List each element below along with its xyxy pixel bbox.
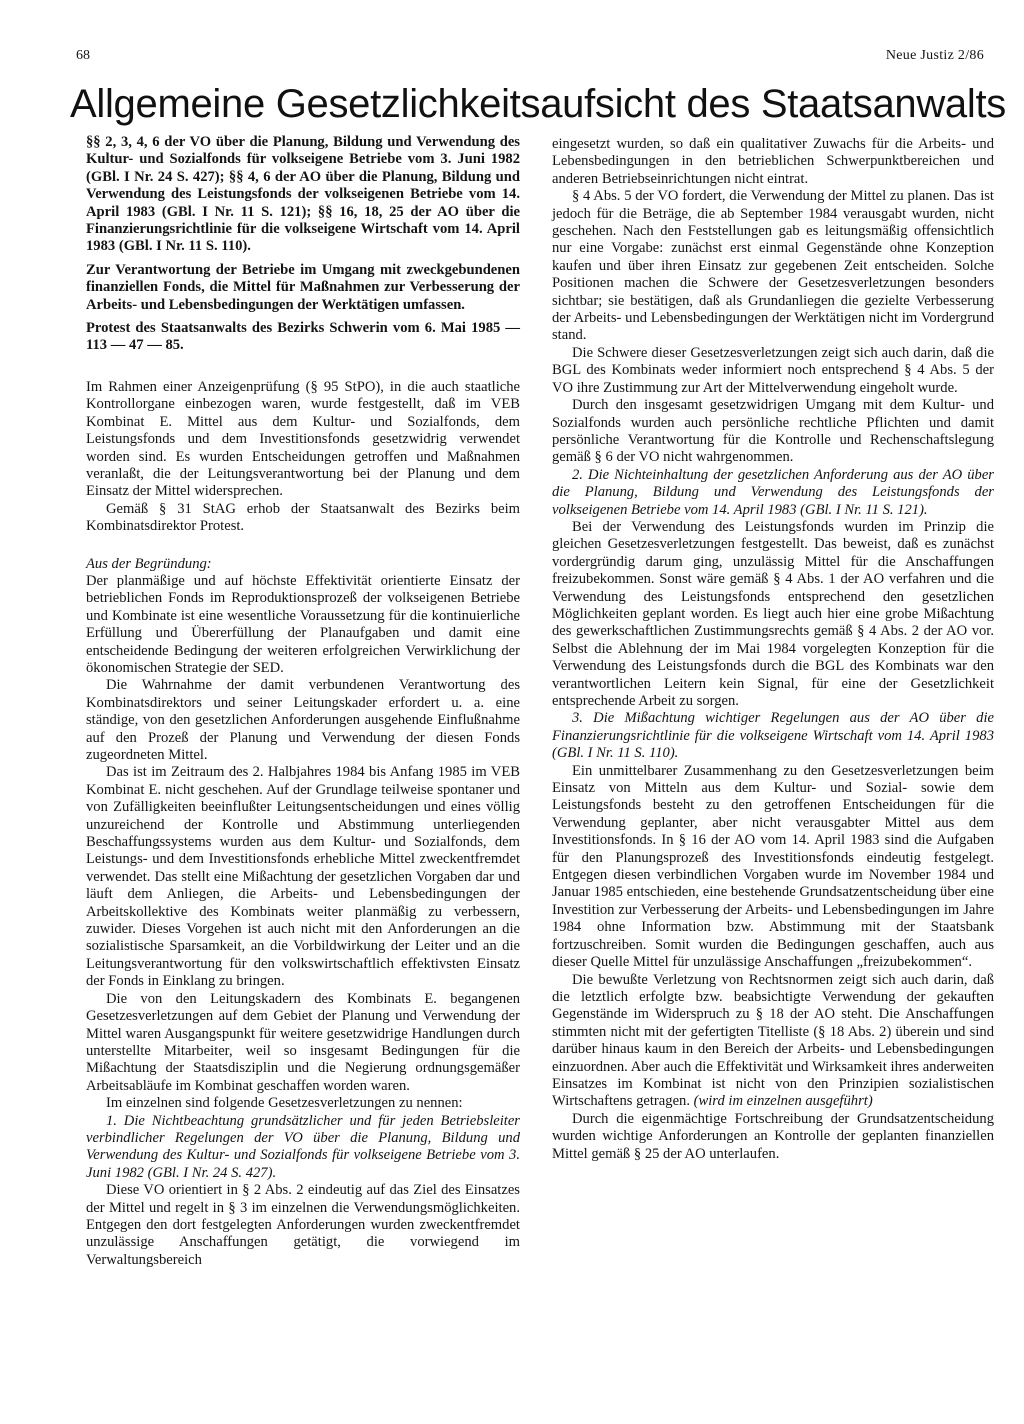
- paragraph: Im Rahmen einer Anzeigenprüfung (§ 95 StPO), in die auch staatliche Kontrollorgane einbezogen waren, wurde festgestellt, daß im VEB Kombinat E. Mittel aus dem Kultur- und Sozialfonds, dem Leistungsfonds und dem Investitionsfonds gesetzwidrig verwendet worden sind. Es wurden Entscheidungen getroffen und Maßnahmen veranlaßt, die der Leitungsverantwortung bei der Planung und dem Einsatz der Mittel widersprechen.: [86, 378, 520, 500]
- paragraph: Durch den insgesamt gesetzwidrigen Umgang mit dem Kultur- und Sozialfonds wurden auch persönliche rechtliche Pflichten und damit persönliche Verantwortung für die Kontrolle und Rechenschaftslegung gemäß § 6 der VO nicht wahrgenommen.: [552, 397, 994, 466]
- paragraph: Der planmäßige und auf höchste Effektivität orientierte Einsatz der betrieblichen Fonds im Reproduktionsprozeß der volkseigenen Betriebe und Kombinate ist eine wesentliche Voraussetzung für die kontinuierliche Erfüllung und Übererfüllung der Planaufgaben und damit eine entscheidende Bedingung der weiteren erfolgreichen Verwirklichung der ökonomischen Strategie der SED.: [86, 572, 520, 676]
- paragraph-text: Die bewußte Verletzung von Rechtsnormen zeigt sich auch darin, daß die letztlich erfolgte bzw. beabsichtigte Verwendung der gekauften Gegenstände im Widerspruch zu § 18 der AO steht. Die Anschaffungen stimmten nicht mit der gefertigten Titelliste (§ 18 Abs. 2) überein und sind darüber hinaus kaum in den Bereich der Arbeits- und Lebensbedingungen einzuordnen. Aber auch die Effektivität und Wirksamkeit ihres anderweiten Einsatzes im Kombinat ist nicht von den Prinzipien sozialistischen Wirtschaftens getragen.: [552, 971, 994, 1110]
- paragraph: Gemäß § 31 StAG erhob der Staatsanwalt des Bezirks beim Kombinatsdirektor Protest.: [86, 500, 520, 535]
- page-header: [76, 48, 988, 70]
- paragraph: Die von den Leitungskadern des Kombinats E. begangenen Gesetzesverletzungen auf dem Gebiet der Planung und Verwendung der Mittel waren Ausgangspunkt für weitere gesetzwidrige Handlungen durch unterstellte Mitarbeiter, weil so insgesamt Bedingungen für die Mißachtung der Staatsdisziplin und die Negierung ordnungsgemäßer Arbeitsabläufe im Kombinat geschaffen worden waren.: [86, 990, 520, 1094]
- italic-point-2: 2. Die Nichteinhaltung der gesetzlichen Anforderung aus der AO über die Planung, Bildung und Verwendung des Leistungsfonds der volkseigenen Betriebe vom 14. April 1983 (GBl. I Nr. 11 S. 121).: [552, 466, 994, 518]
- head-norms: §§ 2, 3, 4, 6 der VO über die Planung, Bildung und Verwendung des Kultur- und Sozialfonds für volkseigene Betriebe vom 3. Juni 1982 (GBl. I Nr. 24 S. 427); §§ 4, 6 der AO über die Planung, Bildung und Verwendung des Leistungsfonds der volkseigenen Betriebe vom 14. April 1983 (GBl. I Nr. 11 S. 121); §§ 16, 18, 25 der AO über die Finanzierungsrichtlinie für die volkseigene Wirtschaft vom 14. April 1983 (GBl. I Nr. 11 S. 110).: [86, 134, 520, 255]
- paragraph: Ein unmittelbarer Zusammenhang zu den Gesetzesverletzungen beim Einsatz von Mitteln aus dem Kultur- und Sozial- sowie dem Leistungsfonds besteht zu den getroffenen Entscheidungen für die Verwendung geplanter, aber nicht verausgabter Mittel aus dem Investitionsfonds. In § 16 der AO vom 14. April 1983 sind die Aufgaben für den Planungsprozeß des Investitionsfonds eindeutig festgelegt. Entgegen diesen verbindlichen Vorgaben wurde im November 1984 und Januar 1985 entschieden, eine bestehende Grundsatzentscheidung über eine Investition zur Verbesserung der Arbeits- und Lebensbedingungen im Jahre 1984 ohne Information bzw. Abstimmung mit der Staatsbank fortzuschreiben. Somit wurden die Bedingungen geschaffen, auch aus dieser Quelle Mittel für unzulässige Anschaffungen „freizubekommen“.: [552, 762, 994, 971]
- paragraph: Durch die eigenmächtige Fortschreibung der Grundsatzentscheidung wurden wichtige Anforderungen an Kontrolle der geplanten finanziellen Mittel gemäß § 25 der AO unterlaufen.: [552, 1110, 994, 1162]
- page-number: 68: [76, 48, 90, 63]
- paragraph: Die Schwere dieser Gesetzesverletzungen zeigt sich auch darin, daß die BGL des Kombinats weder informiert noch entsprechend § 4 Abs. 5 der VO ihre Zustimmung zur Art der Mittelverwendung eingeholt wurde.: [552, 344, 994, 396]
- head-leitsatz: Zur Verantwortung der Betriebe im Umgang mit zweckgebundenen finanziellen Fonds, die Mittel für Maßnahmen zur Verbesserung der Arbeits- und Lebensbedingungen der Werktätigen umfassen.: [86, 261, 520, 313]
- italic-point-1: 1. Die Nichtbeachtung grundsätzlicher und für jeden Betriebsleiter verbindlicher Regelungen der VO über die Planung, Bildung und Verwendung des Kultur- und Sozialfonds für volkseigene Betriebe vom 3. Juni 1982 (GBl. I Nr. 24 S. 427).: [86, 1112, 520, 1181]
- head-protest: Protest des Staatsanwalts des Bezirks Schwerin vom 6. Mai 1985 — 113 — 47 — 85.: [86, 320, 520, 354]
- italic-point-3: 3. Die Mißachtung wichtiger Regelungen aus der AO über die Finanzierungsrichtlinie für die volkseigene Wirtschaft vom 14. April 1983 (GBl. I Nr. 11 S. 110).: [552, 710, 994, 762]
- italic-note: (wird im einzelnen ausgeführt): [693, 1093, 873, 1110]
- right-column: [552, 136, 994, 1163]
- paragraph: Das ist im Zeitraum des 2. Halbjahres 1984 bis Anfang 1985 im VEB Kombinat E. nicht geschehen. Auf der Grundlage teilweise spontaner und von Zufälligkeiten beeinflußter Leitungsentscheidungen und eines völlig unzureichend der Kontrolle und Abstimmung unterliegenden Beschaffungssystems wurden aus dem Kultur- und Sozialfonds, dem Leistungs- und dem Investitionsfonds erhebliche Mittel zweckentfremdet verwendet. Das stellt eine Mißachtung der gesetzlichen Vorgaben dar und läuft dem Anliegen, die Arbeits- und Lebensbedingungen der Arbeitskollektive des Kombinats weiter planmäßig zu verbessern, zuwider. Dieses Vorgehen ist auch nicht mit den Anforderungen an die sozialistische Sparsamkeit, an die Vorbildwirkung der Leiter und an die Leitungsverantwortung für den volkswirtschaftlich effektivsten Einsatz der Fonds in Einklang zu bringen.: [86, 764, 520, 990]
- left-column: [86, 134, 520, 1269]
- section-title: Allgemeine Gesetzlichkeitsaufsicht des Staatsanwalts: [70, 82, 1006, 126]
- paragraph: Diese VO orientiert in § 2 Abs. 2 eindeutig auf das Ziel des Einsatzes der Mittel und regelt in § 3 im einzelnen die Verwendungsmöglichkeiten. Entgegen den dort festgelegten Anforderungen wurden zweckentfremdet unzulässige Anschaffungen getätigt, die vorwiegend im Verwaltungsbereich: [86, 1182, 520, 1268]
- paragraph: Im einzelnen sind folgende Gesetzesverletzungen zu nennen:: [106, 1095, 463, 1112]
- paragraph: Bei der Verwendung des Leistungsfonds wurden im Prinzip die gleichen Gesetzesverletzungen festgestellt. Das beweist, daß es zunächst vordergründig darum ging, unzulässig Mittel für die Anschaffungen freizubekommen. Sonst wäre gemäß § 4 Abs. 1 der AO verfahren und die Verwendung des Leistungsfonds entsprechend den gesetzlichen Möglichkeiten geplant worden. Es liegt auch hier eine grobe Mißachtung des gewerkschaftlichen Zustimmungsrechts gemäß § 4 Abs. 2 der AO vor. Selbst die Ablehnung der im Mai 1984 vorgelegten Konzeption für die Verwendung des Leistungsfonds durch die BGL des Kombinats war den verantwortlichen Leitern kein Signal, für eine der Gesetzlichkeit entsprechende Arbeit zu sorgen.: [552, 518, 994, 709]
- paragraph: [552, 972, 994, 1111]
- paragraph: eingesetzt wurden, so daß ein qualitativer Zuwachs für die Arbeits- und Lebensbedingungen in den betrieblichen Schwerpunktbereichen und anderen Betriebseinrichtungen nicht eintrat.: [552, 136, 994, 187]
- paragraph: Die Wahrnahme der damit verbundenen Verantwortung des Kombinatsdirektors und seiner Leitungskader erfordert u. a. eine ständige, von den gesetzlichen Anforderungen ausgehende Einflußnahme auf den Prozeß der Planung und Verwendung der diesen Fonds zugeordneten Mittel.: [86, 677, 520, 763]
- paragraph: § 4 Abs. 5 der VO fordert, die Verwendung der Mittel zu planen. Das ist jedoch für die Beträge, die ab September 1984 verausgabt wurden, nicht geschehen. Nach den Feststellungen gab es leitungsmäßig offensichtlich nur eine Vorgabe: zunächst erst einmal Gegenstände ohne Konzeption kaufen und über ihren Einsatz zur gegebenen Zeit entscheiden. Solche Positionen machen die Schwere der Gesetzesverletzungen besonders sichtbar; sie bestätigen, daß als Grundanliegen die gezielte Verbesserung der Arbeits- und Lebensbedingungen der Werktätigen nicht im Vordergrund stand.: [552, 188, 994, 344]
- journal-title: Neue Justiz 2/86: [885, 48, 984, 63]
- subheading-begruendung: Aus der Begründung:: [86, 555, 212, 572]
